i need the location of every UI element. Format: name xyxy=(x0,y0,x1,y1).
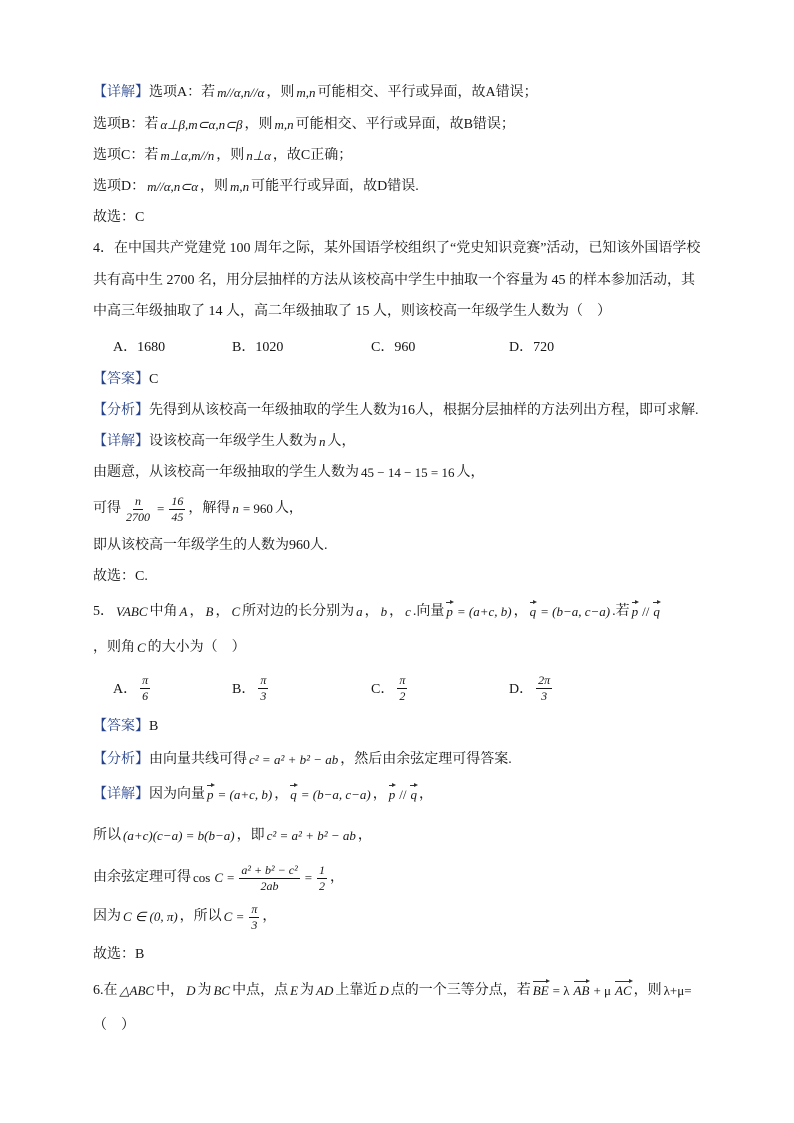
fraction xyxy=(536,673,552,704)
text-run: ，则 xyxy=(200,179,229,194)
text-run: ， xyxy=(364,604,379,619)
q4-detail-line-1 xyxy=(93,432,356,452)
text-run: 因为 xyxy=(93,909,121,924)
text-run: 由题意，从该校高一年级抽取的学生人数为 xyxy=(93,465,359,480)
text-run: 人， xyxy=(327,434,356,449)
section-tag: 【分析】 xyxy=(93,403,149,418)
vector-symbol: q xyxy=(529,604,537,619)
q5-answer xyxy=(93,717,158,737)
math-expression: E xyxy=(290,983,299,998)
text-run: 选项B：若 xyxy=(93,117,159,132)
q4-detail-line-2 xyxy=(93,463,485,483)
fraction xyxy=(169,494,185,525)
text-run: ， xyxy=(513,604,528,619)
text-run: ，则 xyxy=(244,117,273,132)
section-tag: 【答案】 xyxy=(93,372,149,387)
fraction-numerator: π xyxy=(260,672,267,687)
vector-symbol: AC xyxy=(615,983,632,998)
q5-option-d xyxy=(509,672,555,703)
math-symbol: 45 − 14 − 15 = 16 xyxy=(361,465,455,480)
math-expression: C ∈ (0, π) xyxy=(123,909,178,924)
text-run: A． xyxy=(113,682,138,697)
fraction xyxy=(397,673,407,704)
text-run: 中角 xyxy=(149,604,178,619)
text-run: 由向量共线可得 xyxy=(149,752,247,767)
fraction-denominator: 2 xyxy=(399,688,406,703)
fraction-numerator: 2π xyxy=(538,672,551,687)
text-run: 共有高中生 2700 名，用分层抽样的方法从该校高中学生中抽取一个容量为 45 的样本参加活动，其 xyxy=(93,273,695,288)
text-run: ， xyxy=(274,787,289,802)
text-run: 人， xyxy=(456,465,485,480)
math-expression: = (b−a, c−a) xyxy=(300,787,371,802)
q5-option-c xyxy=(371,672,410,703)
math-symbol: // xyxy=(399,787,407,802)
q5-conclusion xyxy=(93,945,144,965)
text-run: ，则 xyxy=(266,85,295,100)
text-run: A．1680 xyxy=(113,340,166,355)
math-expression: D xyxy=(379,983,389,998)
math-expression: m//α,n⊂α xyxy=(147,179,199,194)
math-expression: α⊥β,m⊂α,n⊂β xyxy=(160,117,243,132)
text-run: 设该校高一年级学生人数为 xyxy=(149,434,317,449)
fraction-numerator: π xyxy=(142,672,149,687)
math-expression: m⊥α,m//n xyxy=(160,148,215,163)
vector-symbol: BE xyxy=(532,983,549,998)
q4-option-d xyxy=(509,336,554,356)
text-run: 为 xyxy=(300,983,315,998)
math-expression: m,n xyxy=(230,179,250,194)
text-run: 因为向量 xyxy=(149,787,205,802)
fraction xyxy=(317,863,327,894)
q4-conclusion xyxy=(93,567,148,587)
q5-detail-line-4 xyxy=(93,901,277,932)
text-run: ， xyxy=(189,604,204,619)
text-run: B．1020 xyxy=(232,340,284,355)
vector-symbol: AB xyxy=(573,983,590,998)
math-expression: A xyxy=(179,604,188,619)
q5-detail-line-2 xyxy=(93,826,372,846)
vector-symbol: q xyxy=(410,787,417,802)
math-expression: a xyxy=(356,604,363,619)
math-expression: C xyxy=(137,640,146,655)
text-run: C xyxy=(149,372,159,387)
fraction-denominator: 6 xyxy=(142,688,149,703)
text-run: D．720 xyxy=(509,340,555,355)
text-run: ， xyxy=(418,787,433,802)
fraction-numerator: n xyxy=(135,493,141,508)
text-run: C． xyxy=(371,682,395,697)
q5-option-b xyxy=(232,672,271,703)
text-run: 为 xyxy=(197,983,212,998)
fraction-numerator: π xyxy=(399,672,406,687)
section-tag: 【详解】 xyxy=(93,85,149,100)
text-run: ， xyxy=(262,909,277,924)
fraction-denominator: 2700 xyxy=(126,509,150,524)
text-run: ， xyxy=(357,828,372,843)
text-run: 的大小为（ ） xyxy=(147,640,246,655)
math-symbol: λ+μ= xyxy=(663,983,692,998)
q5-detail-line-3 xyxy=(93,862,345,893)
math-expression: c² = a² + b² − ab xyxy=(266,828,356,843)
q3-detail-line-1 xyxy=(93,83,538,103)
text-run: 故选：C xyxy=(93,210,145,225)
text-run: ，即 xyxy=(236,828,265,843)
vector-symbol: q xyxy=(653,604,660,619)
text-run: ，故C正确； xyxy=(272,148,353,163)
math-expression: n xyxy=(319,434,326,449)
text-run: ，然后由余弦定理可得答案. xyxy=(340,752,512,767)
text-run: ，解得 xyxy=(188,501,231,516)
vector-symbol: p xyxy=(207,787,214,802)
q4-stem-line-3 xyxy=(93,302,611,322)
math-expression: △ABC xyxy=(119,983,155,998)
text-run: 人， xyxy=(274,501,303,516)
section-tag: 【详解】 xyxy=(93,787,149,802)
text-run: 中点，点 xyxy=(232,983,289,998)
q5-analysis xyxy=(93,750,512,770)
text-run: B． xyxy=(232,682,256,697)
math-expression: m,n xyxy=(296,85,316,100)
text-run: ，则角 xyxy=(93,640,135,655)
text-run: 中高三年级抽取了 14 人，高二年级抽取了 15 人，则该校高一年级学生人数为（ ） xyxy=(93,304,611,319)
math-expression: C = xyxy=(223,909,245,924)
text-run: 所对边的长分别为 xyxy=(242,604,355,619)
math-expression: c² = a² + b² − ab xyxy=(249,752,339,767)
math-expression: C xyxy=(231,604,241,619)
math-symbol: = xyxy=(227,870,235,885)
q3-detail-line-4 xyxy=(93,177,419,197)
math-expression: VABC xyxy=(116,604,148,619)
math-symbol: = xyxy=(304,870,313,885)
q4-option-c xyxy=(371,336,415,356)
math-expression: = (a+c, b) xyxy=(456,604,512,619)
text-run: 可能平行或异面，故D错误. xyxy=(251,179,419,194)
fraction xyxy=(239,863,299,894)
q4-analysis xyxy=(93,401,699,421)
math-expression: C xyxy=(214,870,224,885)
text-run: ，则 xyxy=(633,983,662,998)
text-run: 故选：B xyxy=(93,947,145,962)
math-expression: b xyxy=(380,604,388,619)
text-run: ，所以 xyxy=(179,909,222,924)
math-symbol: = λ xyxy=(552,983,570,998)
text-run: ， xyxy=(372,787,387,802)
fraction xyxy=(249,902,259,933)
q3-conclusion xyxy=(93,208,144,228)
q3-detail-line-2 xyxy=(93,115,515,135)
text-run: ， xyxy=(330,870,345,885)
q5-options xyxy=(0,672,794,703)
math-symbol: + μ xyxy=(593,983,611,998)
vector-symbol: p xyxy=(446,604,453,619)
fraction-denominator: 45 xyxy=(171,509,184,524)
text-run: 由余弦定理可得 xyxy=(93,870,191,885)
math-expression: B xyxy=(205,604,214,619)
math-expression: m//α,n//α xyxy=(217,85,265,100)
text-run: ， xyxy=(215,604,230,619)
text-run: 选项A：若 xyxy=(149,85,216,100)
text-run: ，则 xyxy=(216,148,245,163)
q4-stem-line-1 xyxy=(93,239,700,259)
section-tag: 【详解】 xyxy=(93,434,149,449)
vector-symbol: q xyxy=(290,787,297,802)
math-expression: = (a+c, b) xyxy=(217,787,273,802)
fraction-numerator: π xyxy=(251,901,258,916)
fraction xyxy=(140,673,150,704)
text-run: 故选：C. xyxy=(93,569,148,584)
q4-detail-line-3 xyxy=(93,493,303,524)
q4-detail-line-4 xyxy=(93,536,328,556)
text-run: 可能相交、平行或异面，故A错误； xyxy=(317,85,538,100)
fraction-denominator: 2ab xyxy=(260,878,279,893)
q6-stem-line-1 xyxy=(93,981,694,1001)
text-run: 可能相交、平行或异面，故B错误； xyxy=(295,117,515,132)
text-run: 选项C：若 xyxy=(93,148,159,163)
text-run: 上靠近 xyxy=(335,983,378,998)
vector-symbol: p xyxy=(388,787,396,802)
text-run: C．960 xyxy=(371,340,416,355)
math-expression: n xyxy=(232,501,239,516)
math-symbol: = 960 xyxy=(242,501,273,516)
fraction-denominator: 3 xyxy=(251,917,258,932)
math-expression: (a+c)(c−a) = b(b−a) xyxy=(123,828,235,843)
math-symbol: cos xyxy=(193,870,211,885)
math-expression: c xyxy=(405,604,411,619)
text-run: .向量 xyxy=(412,604,445,619)
q4-option-b xyxy=(232,336,283,356)
q4-stem-line-2 xyxy=(93,271,695,291)
text-run: 5． xyxy=(93,604,114,619)
q6-stem-line-2 xyxy=(93,1016,135,1036)
math-expression: D xyxy=(186,983,196,998)
text-run: 所以 xyxy=(93,828,121,843)
math-symbol: = xyxy=(157,501,165,516)
fraction-denominator: 3 xyxy=(541,688,548,703)
section-tag: 【分析】 xyxy=(93,752,149,767)
math-expression: m,n xyxy=(274,117,294,132)
q5-stem-line-1 xyxy=(93,602,662,622)
q5-stem-line-2 xyxy=(93,638,246,658)
math-expression: n⊥α xyxy=(246,148,271,163)
text-run: D． xyxy=(509,682,534,697)
q4-options xyxy=(0,336,794,356)
text-run: 4．在中国共产党建党 100 周年之际，某外国语学校组织了“党史知识竞赛”活动，已知该外国语学校 xyxy=(93,241,701,256)
q5-detail-line-1 xyxy=(93,785,433,805)
math-expression: AD xyxy=(316,983,334,998)
vector-symbol: p xyxy=(631,604,639,619)
text-run: 可得 xyxy=(93,501,121,516)
text-run: ， xyxy=(389,604,404,619)
fraction-numerator: a² + b² − c² xyxy=(241,862,298,877)
text-run: .若 xyxy=(612,604,630,619)
fraction xyxy=(124,494,152,525)
text-run: 即从该校高一年级学生的人数为960人. xyxy=(93,538,328,553)
section-tag: 【答案】 xyxy=(93,719,149,734)
math-expression: BC xyxy=(213,983,231,998)
text-run: （ ） xyxy=(93,1018,135,1033)
text-run: 中， xyxy=(156,983,185,998)
text-run: 点的一个三等分点，若 xyxy=(390,983,531,998)
fraction-denominator: 2 xyxy=(319,878,326,893)
fraction-denominator: 3 xyxy=(260,688,267,703)
q3-detail-line-3 xyxy=(93,146,352,166)
text-run: 先得到从该校高一年级抽取的学生人数为16人，根据分层抽样的方法列出方程，即可求解. xyxy=(149,403,699,418)
fraction-numerator: 16 xyxy=(171,493,184,508)
text-run: 选项D： xyxy=(93,179,146,194)
fraction-numerator: 1 xyxy=(319,862,326,877)
math-expression: = (b−a, c−a) xyxy=(540,604,611,619)
text-run: B xyxy=(149,719,159,734)
text-run: 6.在 xyxy=(93,983,118,998)
q4-option-a xyxy=(113,336,165,356)
math-symbol: // xyxy=(642,604,650,619)
fraction xyxy=(258,673,268,704)
q5-option-a xyxy=(113,672,153,703)
q4-answer xyxy=(93,370,158,390)
